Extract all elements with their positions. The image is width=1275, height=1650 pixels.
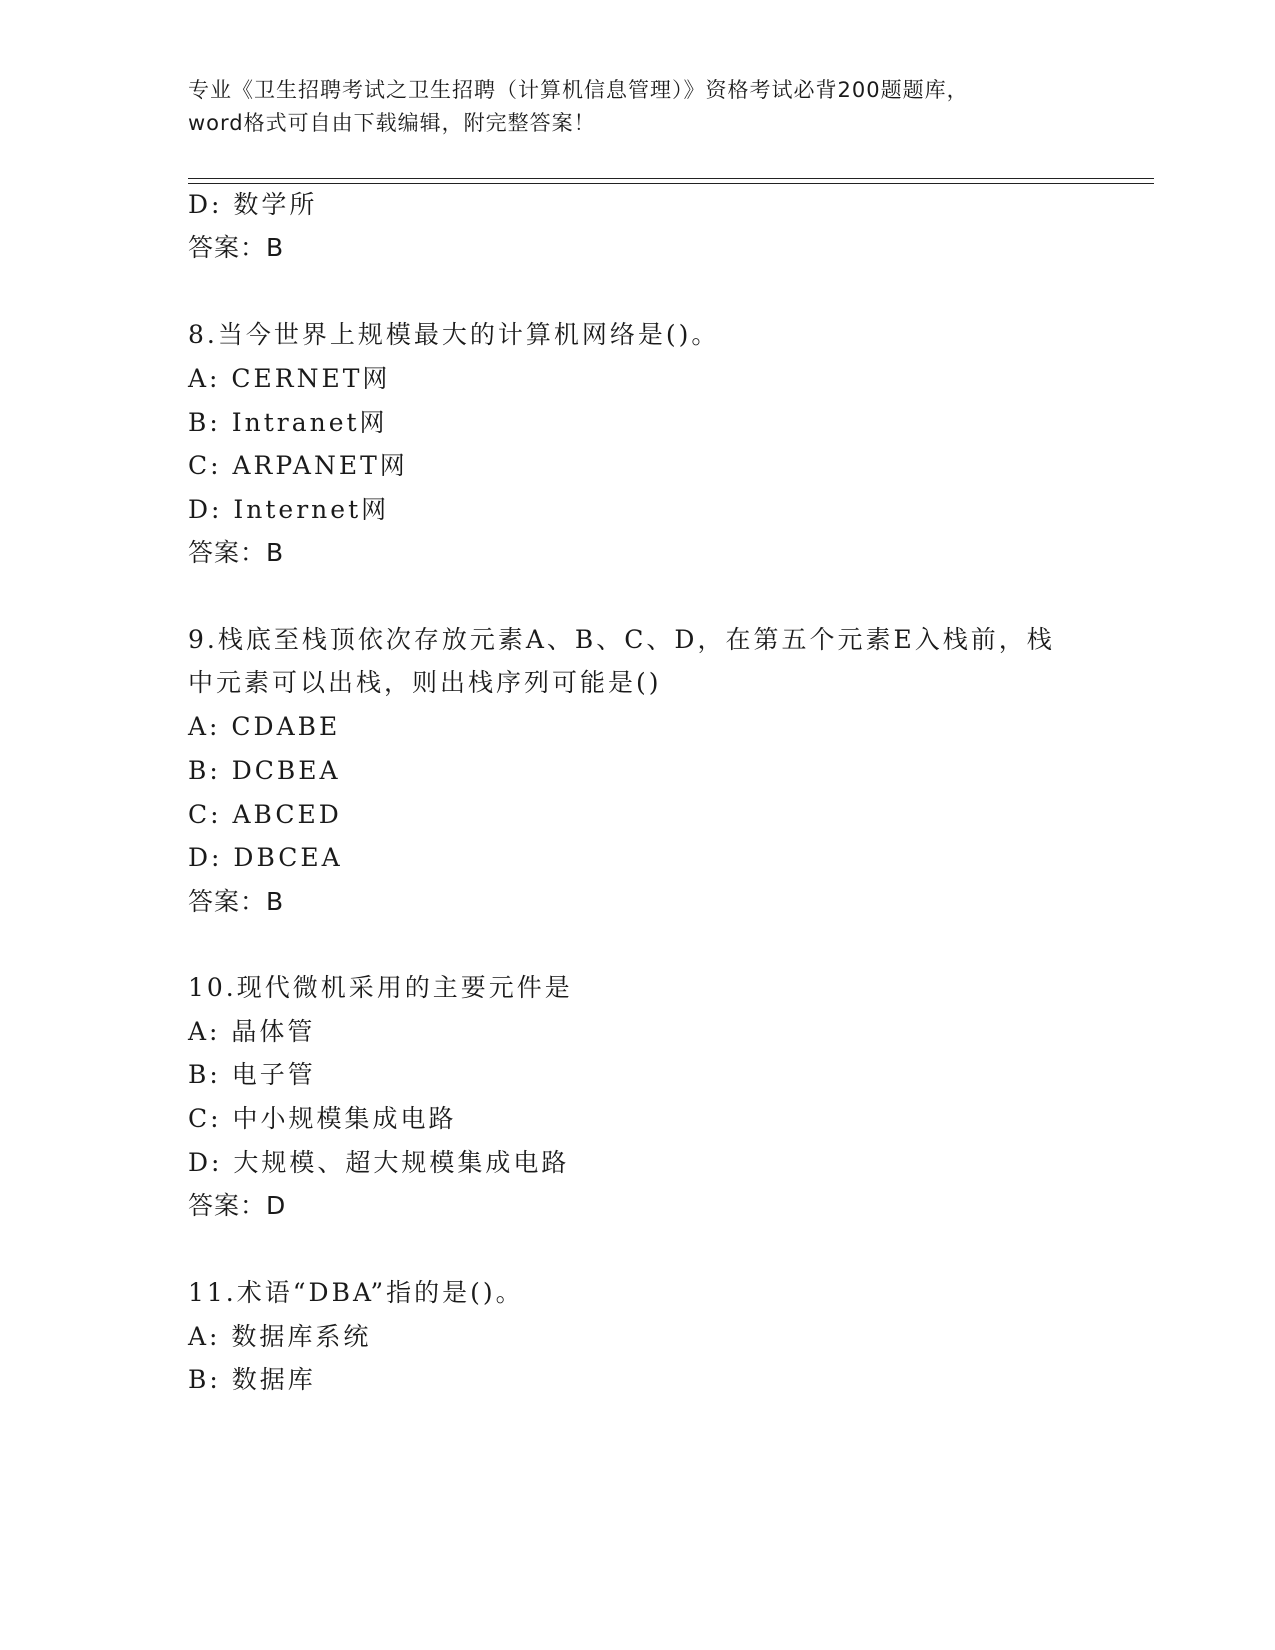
q9-option-d: D: DBCEA (188, 843, 343, 872)
q9-answer: 答案：B (188, 887, 285, 916)
document-header (188, 74, 1088, 140)
q10-stem: 10.现代微机采用的主要元件是 (188, 973, 573, 1002)
header-line-1: 专业《卫生招聘考试之卫生招聘（计算机信息管理）》资格考试必背200题题库， (188, 78, 969, 102)
prev-answer: 答案：B (188, 233, 285, 262)
q9-option-b: B: DCBEA (188, 756, 341, 785)
q10-option-c: C: 中小规模集成电路 (188, 1104, 457, 1133)
prev-option-d: D: 数学所 (188, 190, 318, 219)
q11-option-b: B: 数据库 (188, 1365, 316, 1394)
q9-option-a: A: CDABE (188, 712, 341, 741)
q8-answer: 答案：B (188, 538, 285, 567)
q8-option-d: D: Internet网 (188, 495, 390, 524)
q10-answer: 答案：D (188, 1191, 287, 1220)
q11-option-a: A: 数据库系统 (188, 1322, 372, 1351)
q10-option-d: D: 大规模、超大规模集成电路 (188, 1148, 570, 1177)
header-line-2: word格式可自由下载编辑，附完整答案！ (188, 111, 596, 135)
q9-option-c: C: ABCED (188, 800, 342, 829)
q8-option-a: A: CERNET网 (188, 364, 391, 393)
q9-stem-line-1: 9.栈底至栈顶依次存放元素A、B、C、D，在第五个元素E入栈前，栈 (188, 625, 1055, 654)
q8-option-b: B: Intranet网 (188, 408, 388, 437)
q10-option-a: A: 晶体管 (188, 1017, 316, 1046)
q10-option-b: B: 电子管 (188, 1060, 316, 1089)
header-divider-second (188, 183, 1154, 184)
q11-stem: 11.术语“DBA”指的是()。 (188, 1278, 524, 1307)
header-divider (188, 178, 1154, 179)
q8-option-c: C: ARPANET网 (188, 451, 408, 480)
q8-stem: 8.当今世界上规模最大的计算机网络是()。 (188, 320, 720, 349)
q9-stem-line-2: 中元素可以出栈，则出栈序列可能是() (188, 668, 662, 697)
